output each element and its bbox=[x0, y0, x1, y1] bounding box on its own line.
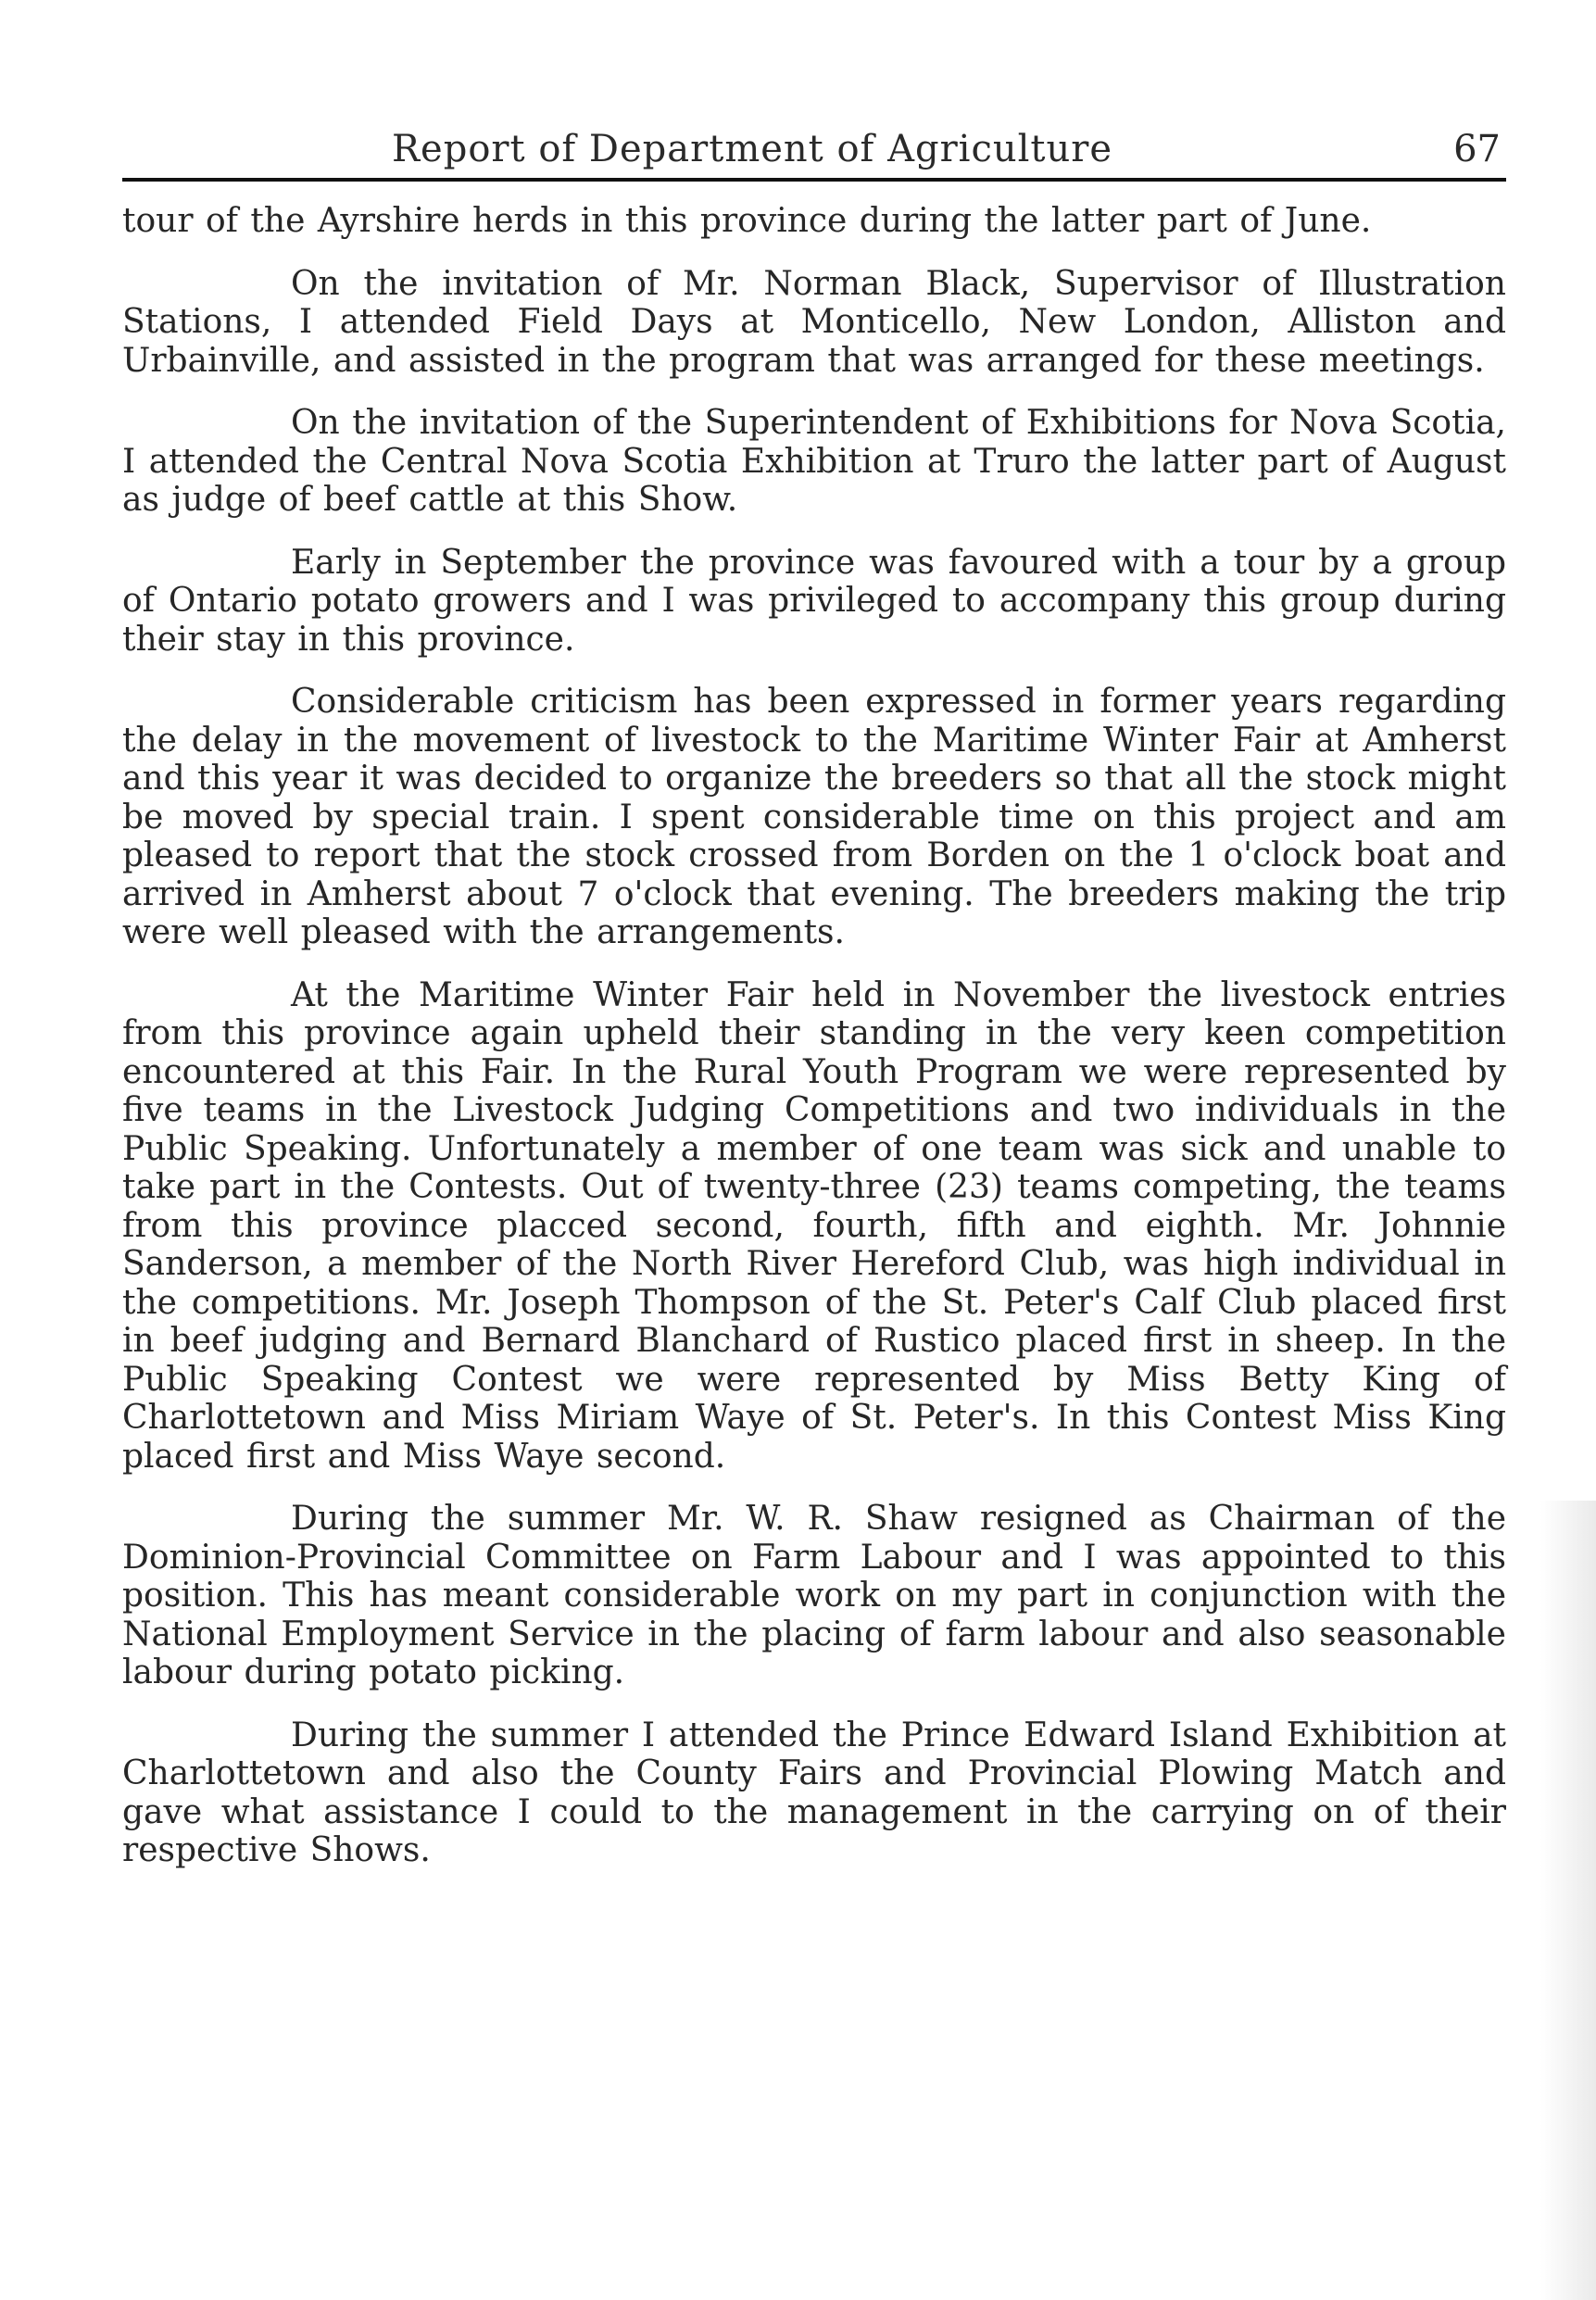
paragraph-illustration-stations: On the invitation of Mr. Norman Black, Supervisor of Illustration Stations, I attended Field Days at Monticello, New London, Alliston and Urbainville, and assisted in the program that was arranged for these meetings. bbox=[122, 264, 1506, 380]
header-rule bbox=[122, 178, 1506, 182]
paragraph-maritime-winter-fair: At the Maritime Winter Fair held in November the livestock entries from this province again upheld their standing in the very keen competition encountered at this Fair. In the Rural Youth Program we were represented by five teams in the Livestock Judging Competitions and two individuals in the Public Speaking. Unfortunately a member of one team was sick and unable to take part in the Contests. Out of twenty-three (23) teams competing, the teams from this province placced second, fourth, fifth and eighth. Mr. Johnnie Sanderson, a member of the North River Hereford Club, was high individual in the competitions. Mr. Joseph Thompson of the St. Peter's Calf Club placed first in beef judging and Bernard Blanchard of Rustico placed first in sheep. In the Public Speaking Contest we were represented by Miss Betty King of Charlottetown and Miss Miriam Waye of St. Peter's. In this Contest Miss King placed first and Miss Waye second. bbox=[122, 975, 1506, 1476]
paragraph-potato-growers-tour: Early in September the province was favoured with a tour by a group of Ontario potato growers and I was privileged to accompany this group during their stay in this province. bbox=[122, 543, 1506, 659]
page-number: 67 bbox=[1453, 128, 1501, 170]
page-header bbox=[122, 119, 1506, 182]
running-head: Report of Department of Agriculture bbox=[391, 128, 1113, 170]
paragraph-farm-labour-committee: During the summer Mr. W. R. Shaw resigned as Chairman of the Dominion-Provincial Committee on Farm Labour and I was appointed to this position. This has meant considerable work on my part in conjunction with the National Employment Service in the placing of farm labour and also seasonable labour during potato picking. bbox=[122, 1500, 1506, 1691]
scan-edge-shadow bbox=[1540, 1501, 1596, 2300]
paragraph-pei-exhibition: During the summer I attended the Prince Edward Island Exhibition at Charlottetown and also the County Fairs and Provincial Plowing Match and gave what assistance I could to the management in the carrying on of their respective Shows. bbox=[122, 1716, 1506, 1869]
paragraph-continuation: tour of the Ayrshire herds in this province during the latter part of June. bbox=[122, 202, 1372, 240]
document-page bbox=[122, 119, 1506, 1894]
body-text bbox=[122, 202, 1506, 1870]
paragraph-livestock-train: Considerable criticism has been expressed in former years regarding the delay in the movement of livestock to the Maritime Winter Fair at Amherst and this year it was decided to organize the breeders so that all the stock might be moved by special train. I spent considerable time on this project and am pleased to report that the stock crossed from Borden on the 1 o'clock boat and arrived in Amherst about 7 o'clock that evening. The breeders making the trip were well pleased with the arrangements. bbox=[122, 683, 1506, 951]
paragraph-nova-scotia-exhibition: On the invitation of the Superintendent of Exhibitions for Nova Scotia, I attended the Central Nova Scotia Exhibition at Truro the latter part of August as judge of beef cattle at this Show. bbox=[122, 404, 1506, 519]
